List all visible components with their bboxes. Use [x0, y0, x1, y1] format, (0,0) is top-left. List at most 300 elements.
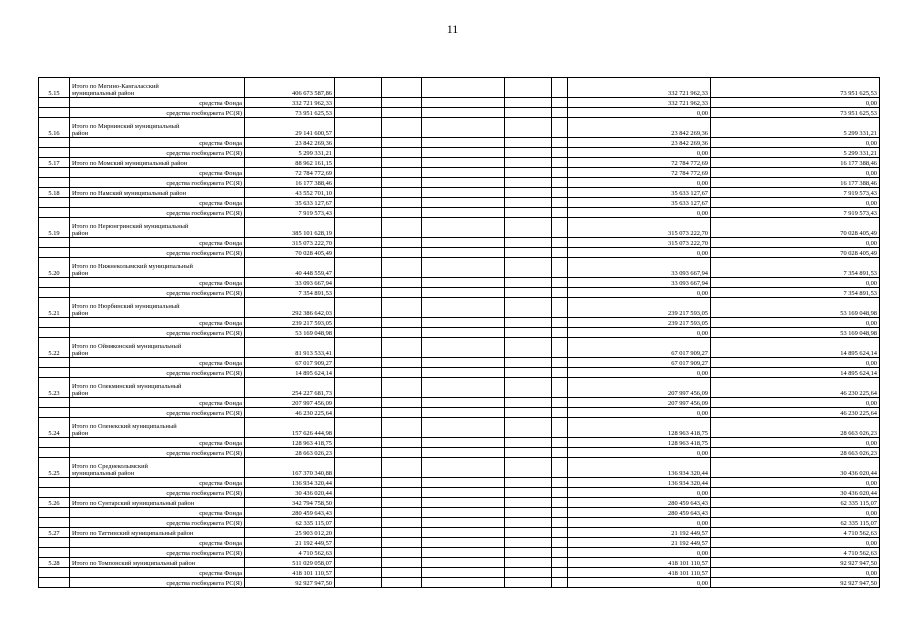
- empty-cell: [552, 138, 568, 148]
- fund-amount: 21 192 449,57: [245, 538, 335, 548]
- fund-column-amount: 35 633 127,67: [568, 188, 711, 198]
- table-row: [39, 238, 880, 248]
- local-column-amount: 0,00: [711, 508, 880, 518]
- local-column-amount: 0,00: [711, 98, 880, 108]
- total-amount: 43 552 701,10: [245, 188, 335, 198]
- table-row: [39, 338, 880, 358]
- local-column-amount: 62 335 115,07: [711, 518, 880, 528]
- empty-cell: [39, 398, 70, 408]
- empty-cell: [39, 578, 70, 588]
- table-row: [39, 458, 880, 478]
- empty-cell: [382, 478, 422, 488]
- empty-cell: [39, 198, 70, 208]
- row-number: 5.28: [39, 558, 70, 568]
- empty-cell: [39, 288, 70, 298]
- district-name-line: Итого по Олекминский муниципальный: [72, 383, 182, 391]
- empty-cell: [552, 548, 568, 558]
- local-column-amount: 30 436 020,44: [711, 488, 880, 498]
- fund-label: средства Фонда: [70, 198, 245, 208]
- fund-column-amount: 128 963 418,75: [568, 418, 711, 438]
- empty-cell: [39, 568, 70, 578]
- table-row: [39, 558, 880, 568]
- empty-cell: [335, 98, 382, 108]
- empty-cell: [335, 78, 382, 98]
- table-body: [39, 78, 880, 588]
- empty-cell: [505, 578, 552, 588]
- table-row: [39, 258, 880, 278]
- empty-cell: [552, 458, 568, 478]
- empty-cell: [422, 198, 505, 208]
- empty-cell: [39, 318, 70, 328]
- empty-cell: [422, 488, 505, 498]
- empty-cell: [39, 148, 70, 158]
- empty-cell: [422, 368, 505, 378]
- table-row: [39, 118, 880, 138]
- empty-cell: [39, 278, 70, 288]
- local-column-amount: 0,00: [711, 318, 880, 328]
- empty-cell: [382, 488, 422, 498]
- empty-cell: [382, 188, 422, 198]
- empty-cell: [335, 168, 382, 178]
- empty-cell: [382, 198, 422, 208]
- fund-column-amount: 136 934 320,44: [568, 478, 711, 488]
- empty-cell: [335, 518, 382, 528]
- empty-cell: [505, 448, 552, 458]
- local-column-amount: 0,00: [711, 568, 880, 578]
- empty-cell: [505, 118, 552, 138]
- empty-cell: [422, 558, 505, 568]
- district-name-line: район: [72, 389, 89, 397]
- empty-cell: [505, 108, 552, 118]
- fund-amount: 72 784 772,69: [245, 168, 335, 178]
- empty-cell: [422, 398, 505, 408]
- local-column-amount: 92 927 947,50: [711, 558, 880, 568]
- local-column-amount: 7 919 573,43: [711, 208, 880, 218]
- table-row: [39, 448, 880, 458]
- empty-cell: [335, 248, 382, 258]
- empty-cell: [422, 238, 505, 248]
- fund-label: средства Фонда: [70, 318, 245, 328]
- empty-cell: [335, 118, 382, 138]
- empty-cell: [552, 238, 568, 248]
- empty-cell: [335, 528, 382, 538]
- empty-cell: [422, 538, 505, 548]
- district-name: [70, 458, 245, 478]
- table-row: [39, 78, 880, 98]
- district-name: [70, 218, 245, 238]
- empty-cell: [552, 158, 568, 168]
- table-row: [39, 198, 880, 208]
- fund-label: средства Фонда: [70, 538, 245, 548]
- empty-cell: [552, 108, 568, 118]
- empty-cell: [552, 278, 568, 288]
- empty-cell: [422, 518, 505, 528]
- fund-column-amount: 0,00: [568, 548, 711, 558]
- empty-cell: [335, 298, 382, 318]
- local-budget-label: средства госбюджета РС(Я): [70, 178, 245, 188]
- empty-cell: [422, 318, 505, 328]
- total-amount: 511 029 058,07: [245, 558, 335, 568]
- empty-cell: [552, 288, 568, 298]
- empty-cell: [505, 188, 552, 198]
- table-row: [39, 168, 880, 178]
- district-name-line: Итого по Нижнеколымский муниципальный: [72, 263, 193, 271]
- fund-amount: 136 934 320,44: [245, 478, 335, 488]
- fund-label: средства Фонда: [70, 508, 245, 518]
- district-name-line: муниципальный район: [72, 469, 135, 477]
- total-amount: 342 794 758,50: [245, 498, 335, 508]
- row-number: 5.21: [39, 298, 70, 318]
- empty-cell: [422, 338, 505, 358]
- empty-cell: [422, 148, 505, 158]
- fund-column-amount: 67 017 909,27: [568, 358, 711, 368]
- local-column-amount: 70 028 405,49: [711, 218, 880, 238]
- empty-cell: [39, 478, 70, 488]
- total-amount: 81 913 533,41: [245, 338, 335, 358]
- table-row: [39, 108, 880, 118]
- fund-column-amount: 0,00: [568, 108, 711, 118]
- empty-cell: [382, 538, 422, 548]
- empty-cell: [505, 488, 552, 498]
- empty-cell: [382, 98, 422, 108]
- empty-cell: [382, 508, 422, 518]
- fund-amount: 67 017 909,27: [245, 358, 335, 368]
- empty-cell: [335, 278, 382, 288]
- fund-amount: 128 963 418,75: [245, 438, 335, 448]
- local-column-amount: 46 230 225,64: [711, 378, 880, 398]
- fund-column-amount: 0,00: [568, 488, 711, 498]
- empty-cell: [382, 218, 422, 238]
- empty-cell: [422, 108, 505, 118]
- empty-cell: [552, 338, 568, 358]
- empty-cell: [552, 178, 568, 188]
- district-name-line: Итого по Оленекский муниципальный: [72, 423, 177, 431]
- local-column-amount: 73 951 625,53: [711, 78, 880, 98]
- empty-cell: [382, 78, 422, 98]
- district-name-line: Итого по Мегино-Кангаласский: [72, 83, 159, 91]
- district-name: [70, 498, 245, 508]
- district-name: [70, 298, 245, 318]
- empty-cell: [552, 78, 568, 98]
- empty-cell: [39, 108, 70, 118]
- empty-cell: [505, 218, 552, 238]
- fund-amount: 207 997 456,09: [245, 398, 335, 408]
- fund-column-amount: 0,00: [568, 178, 711, 188]
- fund-column-amount: 35 633 127,67: [568, 198, 711, 208]
- empty-cell: [422, 98, 505, 108]
- empty-cell: [335, 458, 382, 478]
- district-name-line: Итого по Нюрбинский муниципальный: [72, 303, 180, 311]
- table-row: [39, 398, 880, 408]
- empty-cell: [552, 378, 568, 398]
- empty-cell: [335, 338, 382, 358]
- empty-cell: [422, 568, 505, 578]
- empty-cell: [382, 368, 422, 378]
- fund-column-amount: 207 997 456,09: [568, 378, 711, 398]
- local-budget-label: средства госбюджета РС(Я): [70, 288, 245, 298]
- empty-cell: [382, 438, 422, 448]
- local-column-amount: 28 663 026,23: [711, 448, 880, 458]
- local-budget-amount: 7 354 891,53: [245, 288, 335, 298]
- local-column-amount: 62 335 115,07: [711, 498, 880, 508]
- empty-cell: [552, 118, 568, 138]
- row-number: 5.20: [39, 258, 70, 278]
- empty-cell: [552, 498, 568, 508]
- empty-cell: [552, 478, 568, 488]
- fund-column-amount: 0,00: [568, 148, 711, 158]
- table-row: [39, 498, 880, 508]
- empty-cell: [552, 568, 568, 578]
- fund-column-amount: 33 093 667,94: [568, 258, 711, 278]
- empty-cell: [422, 118, 505, 138]
- empty-cell: [505, 568, 552, 578]
- district-name: [70, 258, 245, 278]
- empty-cell: [382, 548, 422, 558]
- empty-cell: [39, 98, 70, 108]
- empty-cell: [552, 518, 568, 528]
- fund-amount: 280 459 643,43: [245, 508, 335, 518]
- empty-cell: [382, 568, 422, 578]
- empty-cell: [382, 288, 422, 298]
- empty-cell: [552, 258, 568, 278]
- local-budget-label: средства госбюджета РС(Я): [70, 248, 245, 258]
- fund-column-amount: 0,00: [568, 578, 711, 588]
- fund-label: средства Фонда: [70, 98, 245, 108]
- empty-cell: [382, 378, 422, 398]
- empty-cell: [335, 288, 382, 298]
- empty-cell: [382, 518, 422, 528]
- total-amount: 167 370 340,88: [245, 458, 335, 478]
- local-budget-label: средства госбюджета РС(Я): [70, 548, 245, 558]
- row-number: 5.22: [39, 338, 70, 358]
- local-column-amount: 7 354 891,53: [711, 258, 880, 278]
- empty-cell: [505, 78, 552, 98]
- empty-cell: [505, 318, 552, 328]
- local-column-amount: 5 299 331,21: [711, 118, 880, 138]
- empty-cell: [335, 418, 382, 438]
- empty-cell: [335, 438, 382, 448]
- fund-column-amount: 0,00: [568, 368, 711, 378]
- empty-cell: [422, 218, 505, 238]
- empty-cell: [39, 168, 70, 178]
- fund-column-amount: 23 842 269,36: [568, 138, 711, 148]
- local-budget-amount: 14 895 624,14: [245, 368, 335, 378]
- empty-cell: [505, 138, 552, 148]
- district-name: [70, 188, 245, 198]
- row-number: 5.27: [39, 528, 70, 538]
- local-column-amount: 14 895 624,14: [711, 368, 880, 378]
- local-column-amount: 0,00: [711, 538, 880, 548]
- fund-column-amount: 72 784 772,69: [568, 158, 711, 168]
- fund-column-amount: 0,00: [568, 288, 711, 298]
- row-number: 5.17: [39, 158, 70, 168]
- fund-column-amount: 128 963 418,75: [568, 438, 711, 448]
- empty-cell: [335, 158, 382, 168]
- local-budget-label: средства госбюджета РС(Я): [70, 448, 245, 458]
- local-budget-amount: 70 028 405,49: [245, 248, 335, 258]
- empty-cell: [382, 148, 422, 158]
- total-amount: 406 673 587,86: [245, 78, 335, 98]
- local-column-amount: 0,00: [711, 358, 880, 368]
- empty-cell: [505, 458, 552, 478]
- empty-cell: [382, 108, 422, 118]
- local-budget-label: средства госбюджета РС(Я): [70, 208, 245, 218]
- empty-cell: [382, 448, 422, 458]
- empty-cell: [382, 158, 422, 168]
- empty-cell: [422, 258, 505, 278]
- empty-cell: [422, 378, 505, 398]
- empty-cell: [552, 208, 568, 218]
- table-row: [39, 508, 880, 518]
- fund-column-amount: 239 217 593,05: [568, 318, 711, 328]
- empty-cell: [39, 488, 70, 498]
- empty-cell: [505, 438, 552, 448]
- row-number: 5.26: [39, 498, 70, 508]
- row-number: 5.15: [39, 78, 70, 98]
- empty-cell: [422, 78, 505, 98]
- table-row: [39, 208, 880, 218]
- fund-label: средства Фонда: [70, 278, 245, 288]
- fund-column-amount: 21 192 449,57: [568, 538, 711, 548]
- local-column-amount: 46 230 225,64: [711, 408, 880, 418]
- table-row: [39, 188, 880, 198]
- empty-cell: [552, 578, 568, 588]
- empty-cell: [39, 518, 70, 528]
- empty-cell: [382, 408, 422, 418]
- table-row: [39, 438, 880, 448]
- total-amount: 40 448 559,47: [245, 258, 335, 278]
- district-name-line: Итого по Среднеколымский: [72, 463, 148, 471]
- fund-amount: 35 633 127,67: [245, 198, 335, 208]
- table-row: [39, 568, 880, 578]
- empty-cell: [422, 358, 505, 368]
- empty-cell: [505, 258, 552, 278]
- fund-label: средства Фонда: [70, 238, 245, 248]
- district-name-line: район: [72, 129, 89, 137]
- fund-column-amount: 21 192 449,57: [568, 528, 711, 538]
- table-row: [39, 408, 880, 418]
- empty-cell: [335, 138, 382, 148]
- local-budget-amount: 5 299 331,21: [245, 148, 335, 158]
- empty-cell: [422, 138, 505, 148]
- local-budget-label: средства госбюджета РС(Я): [70, 408, 245, 418]
- fund-column-amount: 72 784 772,69: [568, 168, 711, 178]
- local-column-amount: 30 436 020,44: [711, 458, 880, 478]
- empty-cell: [552, 448, 568, 458]
- table-row: [39, 378, 880, 398]
- local-column-amount: 14 895 624,14: [711, 338, 880, 358]
- empty-cell: [335, 218, 382, 238]
- local-budget-amount: 16 177 388,46: [245, 178, 335, 188]
- fund-column-amount: 0,00: [568, 518, 711, 528]
- empty-cell: [422, 278, 505, 288]
- local-column-amount: 7 354 891,53: [711, 288, 880, 298]
- total-amount: 254 227 681,73: [245, 378, 335, 398]
- empty-cell: [39, 538, 70, 548]
- empty-cell: [422, 438, 505, 448]
- empty-cell: [382, 208, 422, 218]
- empty-cell: [422, 158, 505, 168]
- empty-cell: [39, 238, 70, 248]
- empty-cell: [335, 488, 382, 498]
- fund-column-amount: 0,00: [568, 448, 711, 458]
- empty-cell: [505, 408, 552, 418]
- fund-label: средства Фонда: [70, 138, 245, 148]
- local-column-amount: 0,00: [711, 198, 880, 208]
- row-number: 5.23: [39, 378, 70, 398]
- page-number: 11: [446, 22, 459, 36]
- local-column-amount: 16 177 388,46: [711, 178, 880, 188]
- fund-amount: 23 842 269,36: [245, 138, 335, 148]
- empty-cell: [505, 198, 552, 208]
- fund-column-amount: 0,00: [568, 248, 711, 258]
- empty-cell: [335, 378, 382, 398]
- district-name-line: Итого по Момский муниципальный район: [72, 159, 188, 167]
- empty-cell: [382, 528, 422, 538]
- empty-cell: [335, 148, 382, 158]
- district-name: [70, 338, 245, 358]
- empty-cell: [39, 208, 70, 218]
- empty-cell: [335, 178, 382, 188]
- fund-column-amount: 0,00: [568, 208, 711, 218]
- district-name: [70, 118, 245, 138]
- empty-cell: [552, 528, 568, 538]
- district-name: [70, 558, 245, 568]
- fund-column-amount: 315 073 222,70: [568, 238, 711, 248]
- table-row: [39, 328, 880, 338]
- empty-cell: [505, 558, 552, 568]
- empty-cell: [382, 138, 422, 148]
- local-budget-amount: 4 710 562,63: [245, 548, 335, 558]
- fund-label: средства Фонда: [70, 358, 245, 368]
- district-name-line: Итого по Оймяконский муниципальный: [72, 343, 182, 351]
- empty-cell: [335, 538, 382, 548]
- table-row: [39, 298, 880, 318]
- empty-cell: [505, 538, 552, 548]
- local-column-amount: 0,00: [711, 168, 880, 178]
- empty-cell: [335, 188, 382, 198]
- empty-cell: [422, 458, 505, 478]
- empty-cell: [382, 338, 422, 358]
- district-name-line: Итого по Томпонский муниципальный район: [72, 559, 196, 567]
- local-column-amount: 16 177 388,46: [711, 158, 880, 168]
- local-column-amount: 0,00: [711, 238, 880, 248]
- empty-cell: [422, 248, 505, 258]
- empty-cell: [335, 408, 382, 418]
- empty-cell: [422, 528, 505, 538]
- empty-cell: [505, 238, 552, 248]
- table-row: [39, 138, 880, 148]
- empty-cell: [39, 438, 70, 448]
- fund-amount: 33 093 667,94: [245, 278, 335, 288]
- empty-cell: [382, 418, 422, 438]
- empty-cell: [39, 358, 70, 368]
- empty-cell: [382, 248, 422, 258]
- table-row: [39, 548, 880, 558]
- table-row: [39, 418, 880, 438]
- table-row: [39, 318, 880, 328]
- local-budget-label: средства госбюджета РС(Я): [70, 328, 245, 338]
- empty-cell: [422, 548, 505, 558]
- empty-cell: [552, 408, 568, 418]
- empty-cell: [39, 248, 70, 258]
- empty-cell: [505, 518, 552, 528]
- empty-cell: [39, 138, 70, 148]
- fund-label: средства Фонда: [70, 438, 245, 448]
- empty-cell: [382, 558, 422, 568]
- table-row: [39, 368, 880, 378]
- empty-cell: [335, 398, 382, 408]
